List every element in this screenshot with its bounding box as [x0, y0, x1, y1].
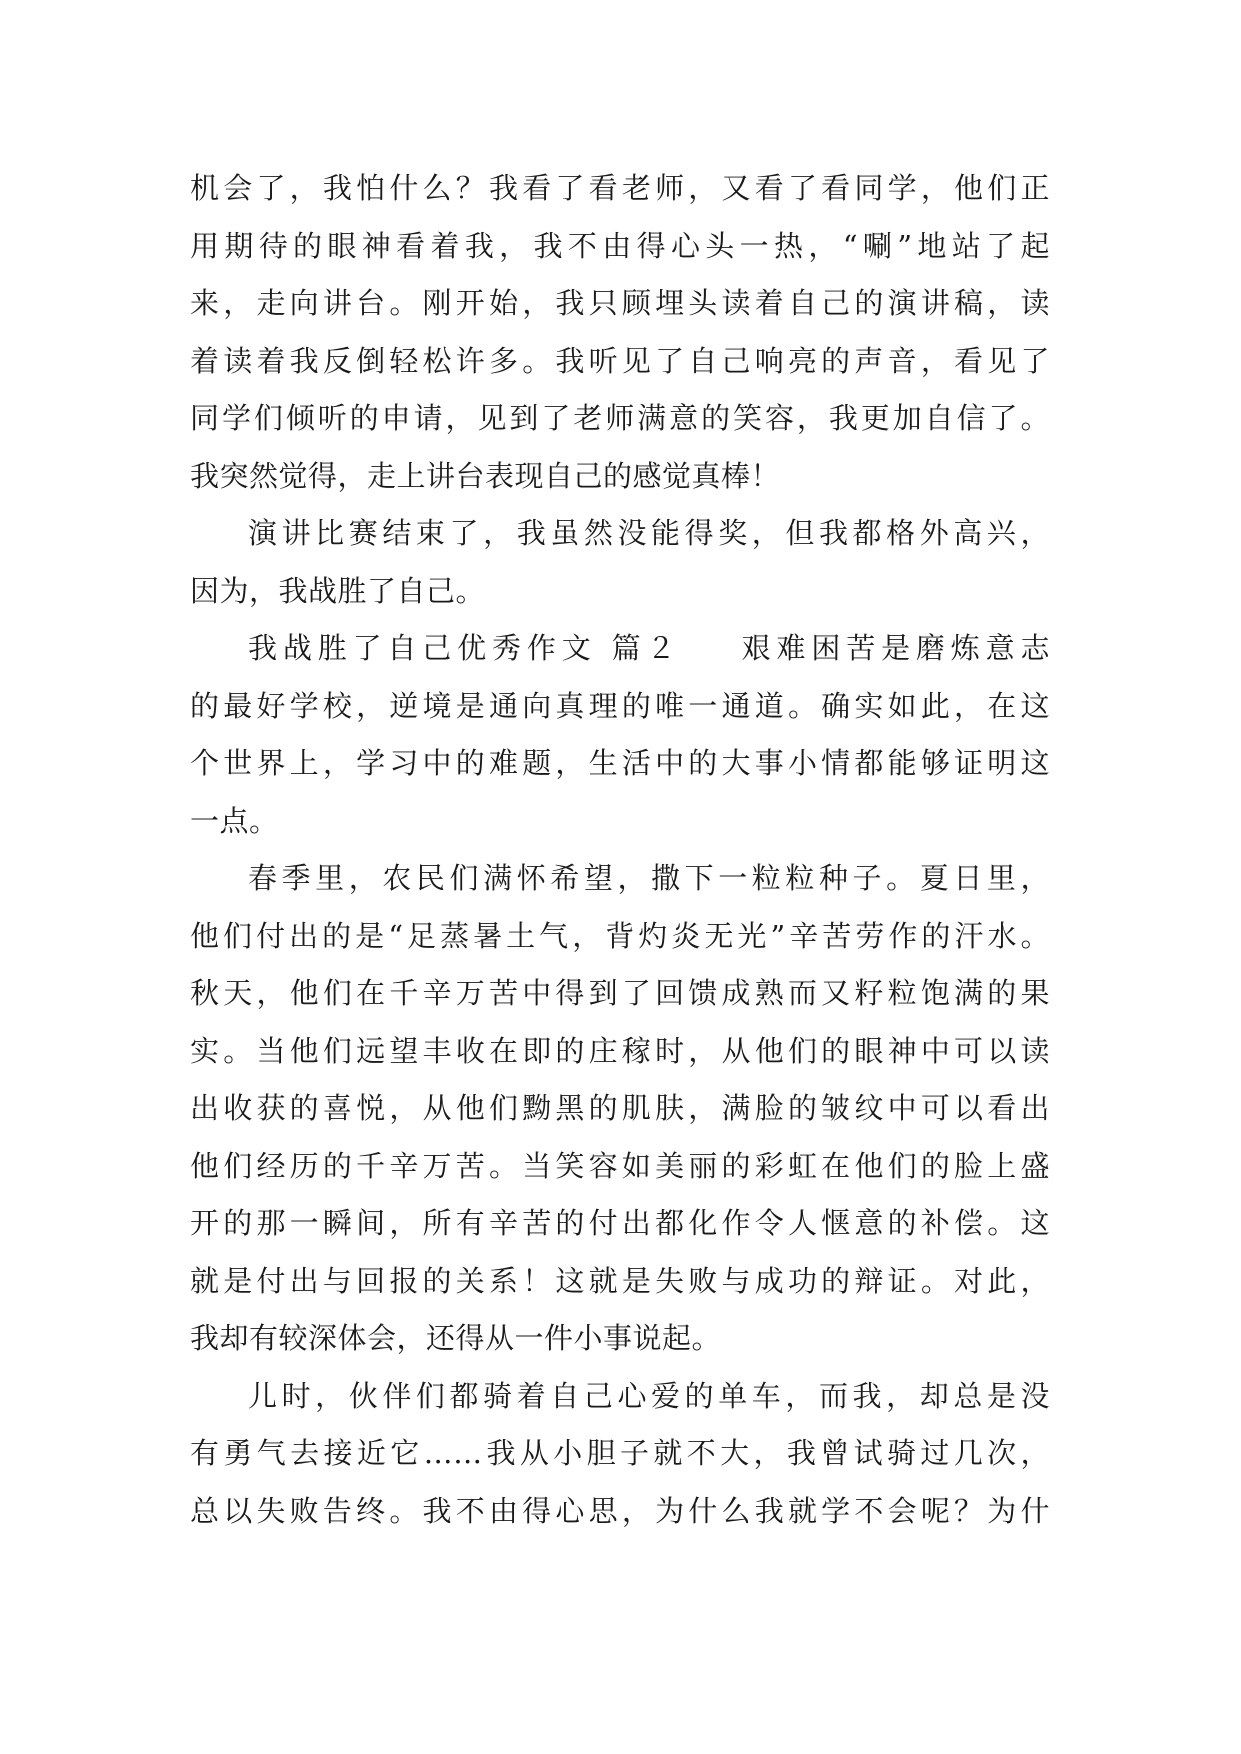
text-line: 出收获的喜悦，从他们黝黑的肌肤，满脸的皱纹中可以看出	[190, 1091, 1050, 1125]
text-line: 着读着我反倒轻松许多。我听见了自己响亮的声音，看见了	[190, 343, 1050, 378]
text-line: 就是付出与回报的关系！这就是失败与成功的辩证。对此，	[190, 1263, 1050, 1298]
text-line: 实。当他们远望丰收在即的庄稼时，从他们的眼神中可以读	[190, 1033, 1050, 1068]
text-line: 我突然觉得，走上讲台表现自己的感觉真棒！	[190, 458, 781, 493]
text-line: 有勇气去接近它……我从小胆子就不大，我曾试骑过几次，	[190, 1436, 1050, 1470]
text-line: 他们经历的千辛万苦。当笑容如美丽的彩虹在他们的脸上盛	[190, 1148, 1050, 1183]
text-line: 秋天，他们在千辛万苦中得到了回馈成熟而又籽粒饱满的果	[190, 976, 1050, 1010]
text-line: 用期待的眼神看着我，我不由得心头一热，“唰”地站了起	[190, 228, 1050, 263]
text-line: 开的那一瞬间，所有辛苦的付出都化作令人惬意的补偿。这	[190, 1206, 1050, 1240]
text-line: 机会了，我怕什么？我看了看老师，又看了看同学，他们正	[190, 171, 1050, 205]
text-line: 总以失败告终。我不由得心思，为什么我就学不会呢？为什	[190, 1493, 1050, 1528]
text-line: 一点。	[190, 803, 279, 838]
document-body	[190, 160, 1050, 1540]
text-line: 儿时，伙伴们都骑着自己心爱的单车，而我，却总是没	[248, 1378, 1050, 1413]
text-line: 来，走向讲台。刚开始，我只顾埋头读着自己的演讲稿，读	[190, 286, 1050, 320]
text-line: 我战胜了自己优秀作文 篇２ 艰难困苦是磨炼意志	[248, 631, 1050, 665]
text-line: 的最好学校，逆境是通向真理的唯一通道。确实如此，在这	[190, 688, 1050, 723]
text-line: 个世界上，学习中的难题，生活中的大事小情都能够证明这	[190, 746, 1050, 780]
text-line: 春季里，农民们满怀希望，撒下一粒粒种子。夏日里，	[248, 861, 1050, 895]
text-line: 我却有较深体会，还得从一件小事说起。	[190, 1321, 722, 1355]
text-line: 同学们倾听的申请，见到了老师满意的笑容，我更加自信了。	[190, 401, 1050, 435]
text-line: 因为，我战胜了自己。	[190, 573, 486, 608]
text-line: 演讲比赛结束了，我虽然没能得奖，但我都格外高兴，	[248, 516, 1050, 550]
text-line: 他们付出的是“足蒸暑土气，背灼炎无光”辛苦劳作的汗水。	[190, 918, 1050, 953]
